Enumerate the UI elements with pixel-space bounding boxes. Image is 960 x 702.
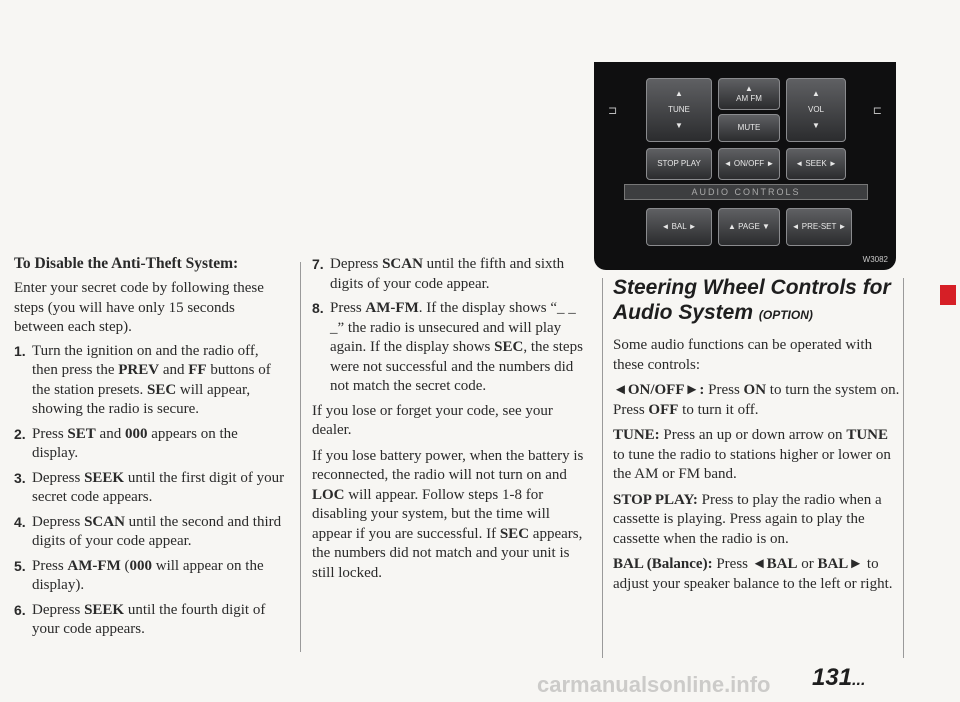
stop-play-description: STOP PLAY: Press to play the radio when a cassette is playing. Press again to play the cassette when the radio is on. <box>613 491 882 547</box>
step-text: Press AM-FM (000 will appear on the display). <box>32 557 264 593</box>
tune-button: ▲ TUNE ▼ <box>646 78 712 142</box>
section-tab-marker <box>940 285 956 305</box>
illustration-id: W3082 <box>862 255 888 264</box>
step-text: Press AM-FM. If the display shows “_ _ _” the radio is unsecured and will play again. If the display shows SEC, the steps were not successful and the numbers did not match the secret code. <box>330 300 583 394</box>
horn-icon: ⊐ <box>608 105 618 117</box>
step-5 <box>14 557 286 596</box>
on-off-description: ◄ON/OFF►: Press ON to turn the system on. Press OFF to turn it off. <box>613 382 900 418</box>
column-divider <box>602 278 603 658</box>
step-text: Press SET and 000 appears on the display. <box>32 425 238 461</box>
left-column <box>14 255 286 645</box>
step-4 <box>14 513 286 552</box>
step-number: 1. <box>14 342 26 359</box>
option-label: (OPTION) <box>758 308 813 322</box>
step-3 <box>14 469 286 508</box>
step-text: Depress SEEK until the fourth digit of your code appears. <box>32 601 266 637</box>
stop-play-button: STOP PLAY <box>646 148 712 180</box>
am-fm-button: ▲ AM FM <box>718 78 780 110</box>
balance-button: ◄ BAL ► <box>646 208 712 246</box>
audio-controls-strip: AUDIO CONTROLS <box>624 184 868 200</box>
mute-button: MUTE <box>718 114 780 142</box>
on-off-button: ◄ ON/OFF ► <box>718 148 780 180</box>
balance-description: BAL (Balance): Press ◄BAL or BAL► to adjust your speaker balance to the left or right. <box>613 556 893 592</box>
anti-theft-heading: To Disable the Anti-Theft System: <box>14 255 239 272</box>
step-text: Depress SCAN until the second and third digits of your code appear. <box>32 513 282 549</box>
step-2 <box>14 425 286 464</box>
step-text: Depress SCAN until the fifth and sixth digits of your code appear. <box>330 256 565 292</box>
page-button: ▲ PAGE ▼ <box>718 208 780 246</box>
step-number: 4. <box>14 513 26 530</box>
step-8 <box>312 299 592 397</box>
horn-icon: ⊏ <box>872 105 882 117</box>
step-number: 7. <box>312 256 324 272</box>
watermark: carmanualsonline.info <box>537 672 771 697</box>
controls-intro: Some audio functions can be operated with these controls: <box>613 337 873 373</box>
step-number: 2. <box>14 425 26 442</box>
lost-code-paragraph: If you lose or forget your code, see your dealer. <box>312 402 553 438</box>
step-text: Depress SEEK until the first digit of your secret code appears. <box>32 469 285 505</box>
page-number: 131... <box>812 664 866 691</box>
column-divider <box>300 262 301 652</box>
step-7 <box>312 255 592 294</box>
step-6 <box>14 601 286 640</box>
step-number: 8. <box>312 300 324 316</box>
column-divider <box>903 278 904 658</box>
steering-wheel-controls-illustration <box>594 62 896 270</box>
step-1 <box>14 342 286 420</box>
tune-description: TUNE: Press an up or down arrow on TUNE to tune the radio to stations higher or lower on the AM or FM band. <box>613 427 891 482</box>
step-number: 3. <box>14 469 26 486</box>
volume-button: ▲ VOL ▼ <box>786 78 846 142</box>
step-number: 5. <box>14 557 26 574</box>
section-title: Steering Wheel Controls for Audio System (OPTION) <box>613 276 891 324</box>
preset-button: ◄ PRE-SET ► <box>786 208 852 246</box>
step-text: Turn the ignition on and the radio off, then press the PREV and FF buttons of the station presets. SEC will appear, showing the radio is secure. <box>32 342 271 417</box>
seek-button: ◄ SEEK ► <box>786 148 846 180</box>
middle-column <box>312 255 592 587</box>
step-number: 6. <box>14 601 26 618</box>
anti-theft-intro: Enter your secret code by following these steps (you will have only 15 seconds between each step). <box>14 280 264 335</box>
battery-paragraph: If you lose battery power, when the battery is reconnected, the radio will not turn on and LOC will appear. Follow steps 1-8 for disabling your system, but the time will appear if you are successful. If SEC appears, the numbers did not match and your unit is still locked. <box>312 447 584 581</box>
right-column <box>613 275 903 598</box>
